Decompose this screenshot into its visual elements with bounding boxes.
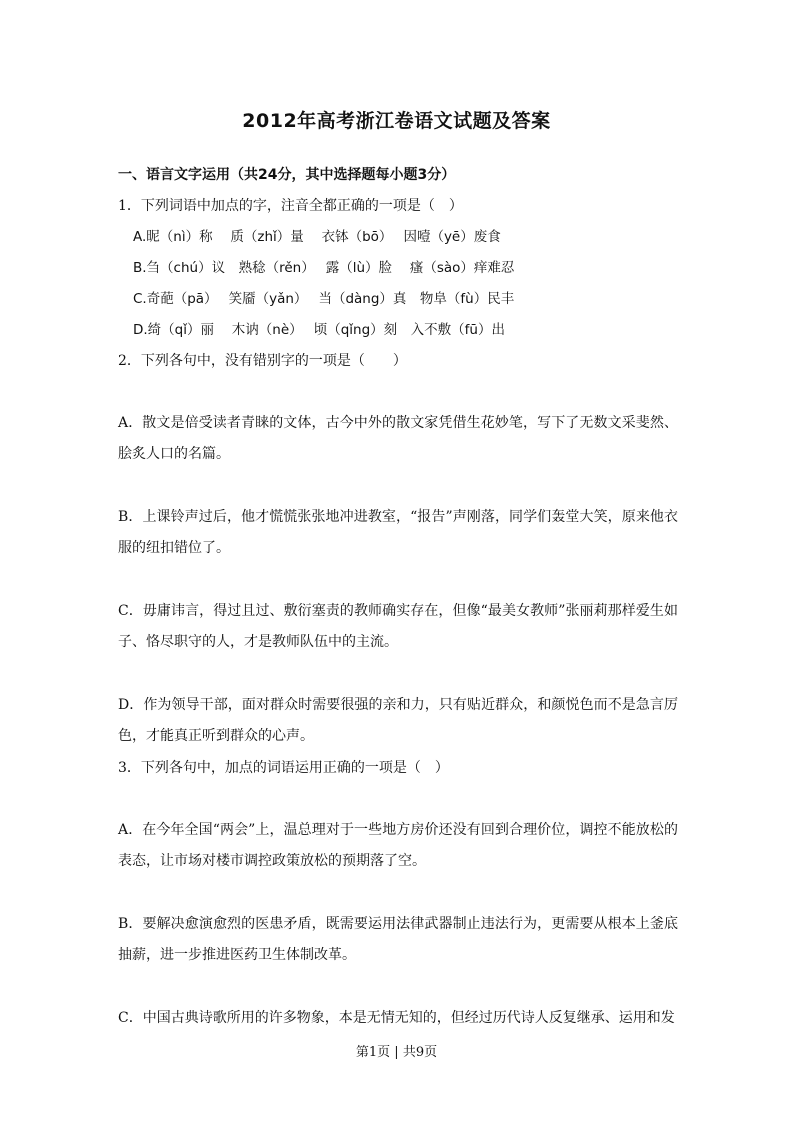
question-1-option-b: B.刍（chú）议 熟稔（rěn） 露（lù）脸 瘙（sào）痒难忍 <box>133 260 515 276</box>
section-heading: 一、语言文字运用（共24分，其中选择题每小题3分） <box>118 167 456 183</box>
question-2-option-a: A．散文是倍受读者青睐的文体，古今中外的散文家凭借生花妙笔，写下了无数文采斐然、脍炙人口的名篇。 <box>118 415 678 462</box>
question-2-option-b: B．上课铃声过后，他才慌慌张张地冲进教室，“报告”声刚落，同学们轰堂大笑，原来他衣服的纽扣错位了。 <box>118 509 678 556</box>
document-title: 2012年高考浙江卷语文试题及答案 <box>242 110 551 132</box>
question-2-option-d: D．作为领导干部，面对群众时需要很强的亲和力，只有贴近群众，和颜悦色而不是急言厉色，才能真正听到群众的心声。 <box>118 697 678 744</box>
question-1-option-d: D.绮（qǐ）丽 木讷（nè） 顷（qǐng）刻 入不敷（fū）出 <box>133 322 505 338</box>
question-1-option-c: C.奇葩（pā） 笑靥（yǎn） 当（dàng）真 物阜（fù）民丰 <box>133 291 515 307</box>
question-2-option-c: C．毋庸讳言，得过且过、敷衍塞责的教师确实存在，但像“最美女教师”张丽莉那样爱生如子、恪尽职守的人，才是教师队伍中的主流。 <box>118 603 678 650</box>
question-3-option-a: A．在今年全国“两会”上，温总理对于一些地方房价还没有回到合理价位，调控不能放松的表态，让市场对楼市调控政策放松的预期落了空。 <box>118 822 678 869</box>
question-2-stem: 2．下列各句中，没有错别字的一项是（ ） <box>118 353 407 369</box>
question-1-stem: 1．下列词语中加点的字，注音全都正确的一项是（ ） <box>118 198 463 214</box>
question-3-option-b: B．要解决愈演愈烈的医患矛盾，既需要运用法律武器制止违法行为，更需要从根本上釜底抽薪，进一步推进医药卫生体制改革。 <box>118 916 678 963</box>
question-1-option-a: A.昵（nì）称 质（zhǐ）量 衣钵（bō） 因噎（yē）废食 <box>133 229 501 245</box>
page-footer: 第1页 | 共9页 <box>355 1045 438 1060</box>
question-3-stem: 3．下列各句中，加点的词语运用正确的一项是（ ） <box>118 760 449 776</box>
question-3-option-c: C．中国古典诗歌所用的许多物象，本是无情无知的，但经过历代诗人反复继承、运用和发 <box>118 1010 675 1026</box>
